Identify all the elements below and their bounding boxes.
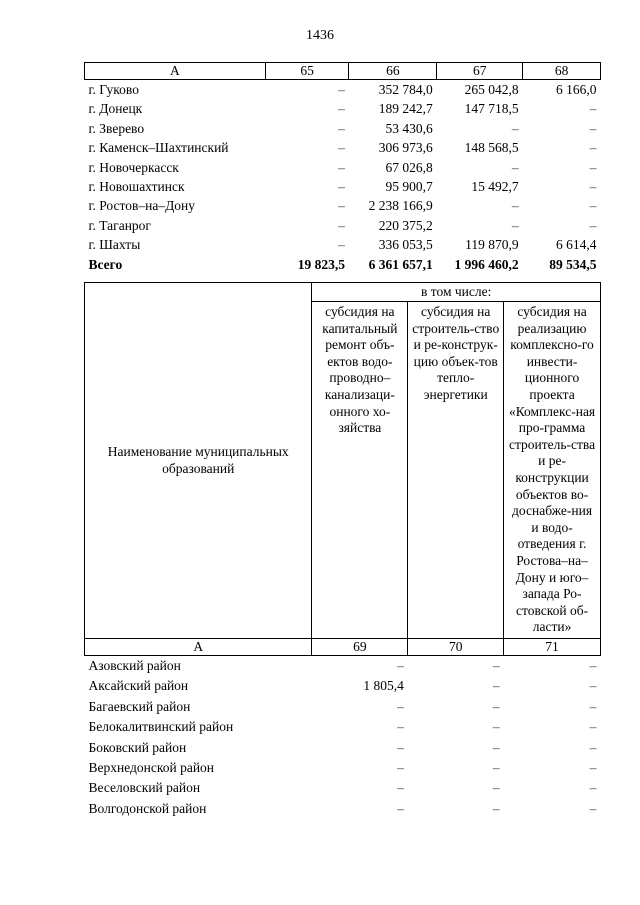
sub-header-70: субсидия на строитель-ство и ре-конструк-цию объек-тов тепло-энергетики <box>408 302 504 639</box>
cell-c66: 95 900,7 <box>385 179 433 195</box>
cell-c68: 6 166,0 <box>556 82 597 97</box>
table-row <box>85 738 601 758</box>
cell-c70: – <box>492 780 500 796</box>
cell-c70: – <box>492 739 500 755</box>
table-row <box>85 158 601 177</box>
cell-c66: 220 375,2 <box>378 217 433 233</box>
cell-c69: 1 805,4 <box>363 678 404 694</box>
cell-c66: 352 784,0 <box>378 82 433 97</box>
table-row <box>85 799 601 819</box>
row-name: Азовский район <box>88 658 181 673</box>
cell-c69: – <box>397 719 404 735</box>
cell-c71: – <box>589 678 597 694</box>
table-row <box>85 778 601 798</box>
index-row <box>85 639 601 656</box>
header-cell: 67 <box>437 63 523 80</box>
cell-c68: – <box>589 120 597 136</box>
cell-c71: – <box>589 658 597 673</box>
cell-c68: – <box>589 140 597 156</box>
table-row <box>85 177 601 196</box>
table-row <box>85 717 601 737</box>
row-name: г. Новошахтинск <box>88 179 185 195</box>
cell-c71: – <box>589 760 597 776</box>
header-cell: А <box>85 63 266 80</box>
cell-c66: 189 242,7 <box>378 101 433 117</box>
table-row <box>85 235 601 254</box>
row-name: г. Таганрог <box>88 217 151 233</box>
cell-c67: – <box>511 159 519 175</box>
cell-c69: – <box>397 698 404 714</box>
row-name: Веселовский район <box>88 780 201 796</box>
sub-header-69: субсидия на капитальный ремонт объ-ектов водо-проводно–канализаци-онного хо-зяйства <box>312 302 408 639</box>
cell-c70: – <box>492 760 500 776</box>
cell-c68: 6 614,4 <box>556 237 597 253</box>
row-name: г. Зверево <box>88 120 145 136</box>
index-cell: А <box>85 639 312 656</box>
cell-c68: – <box>589 217 597 233</box>
cell-c69: – <box>397 739 404 755</box>
row-name: г. Донецк <box>88 101 143 117</box>
cell-c66: 53 430,6 <box>385 120 433 136</box>
cell-c71: – <box>589 698 597 714</box>
row-name: Багаевский район <box>88 698 191 714</box>
total-c65: 19 823,5 <box>297 256 345 272</box>
cell-c68: – <box>589 101 597 117</box>
cell-c69: – <box>397 760 404 776</box>
cell-c67: 147 718,5 <box>464 101 519 117</box>
index-cell: 71 <box>504 639 601 656</box>
group-header: в том числе: <box>312 283 601 302</box>
header-cell: 65 <box>265 63 349 80</box>
cell-c66: 306 973,6 <box>378 140 433 156</box>
page-number: 1436 <box>306 28 334 43</box>
sub-header-71: субсидия на реализацию комплексно-го инвести-ционного проекта «Комплекс-ная про-грамма строитель-ства и ре-конструкции объектов во-доснабже-ния и водо-отведения г. Ростова–на–Дону и юго–запада Ро-стовской об-ласти» <box>504 302 601 639</box>
cell-c71: – <box>589 780 597 796</box>
index-cell: 70 <box>408 639 504 656</box>
cell-c67: – <box>511 217 519 233</box>
cell-c70: – <box>492 678 500 694</box>
total-c66: 6 361 657,1 <box>368 256 433 272</box>
header-cell: 68 <box>523 63 601 80</box>
row-name: г. Новочеркасск <box>88 159 179 175</box>
cell-c65: – <box>338 217 345 233</box>
table-row <box>85 216 601 235</box>
total-c67: 1 996 460,2 <box>454 256 519 272</box>
cell-c66: 336 053,5 <box>378 237 433 253</box>
cell-c65: – <box>338 82 345 97</box>
cell-c67: – <box>511 198 519 214</box>
cell-c68: – <box>589 159 597 175</box>
budget-table-cities <box>84 62 601 274</box>
table-row <box>85 80 601 100</box>
cell-c67: 119 870,9 <box>465 237 519 253</box>
table-row <box>85 676 601 696</box>
total-row <box>85 255 601 274</box>
cell-c65: – <box>338 120 345 136</box>
budget-table-districts <box>84 282 601 819</box>
cell-c68: – <box>589 179 597 195</box>
cell-c71: – <box>589 739 597 755</box>
row-name: г. Шахты <box>88 237 141 253</box>
cell-c71: – <box>589 800 597 816</box>
cell-c65: – <box>338 140 345 156</box>
cell-c67: – <box>511 120 519 136</box>
index-cell: 69 <box>312 639 408 656</box>
cell-c68: – <box>589 198 597 214</box>
table-row <box>85 697 601 717</box>
row-name: г. Каменск–Шахтинский <box>88 140 229 156</box>
cell-c66: 2 238 166,9 <box>368 198 433 214</box>
cell-c70: – <box>492 719 500 735</box>
cell-c67: 15 492,7 <box>471 179 519 195</box>
cell-c69: – <box>397 780 404 796</box>
cell-c70: – <box>492 800 500 816</box>
cell-c65: – <box>338 198 345 214</box>
name-header: Наименование муниципальных образований <box>85 283 312 639</box>
row-name: г. Ростов–на–Дону <box>88 198 196 214</box>
cell-c67: 265 042,8 <box>464 82 519 97</box>
group-header-row <box>85 283 601 302</box>
table-header-row <box>85 63 601 80</box>
cell-c65: – <box>338 237 345 253</box>
table-row <box>85 758 601 778</box>
total-c68: 89 534,5 <box>549 256 597 272</box>
header-cell: 66 <box>349 63 437 80</box>
row-name: Боковский район <box>88 739 187 755</box>
cell-c71: – <box>589 719 597 735</box>
table-row <box>85 656 601 677</box>
row-name: г. Гуково <box>88 82 139 97</box>
cell-c65: – <box>338 159 345 175</box>
cell-c70: – <box>492 658 500 673</box>
cell-c69: – <box>397 658 404 673</box>
row-name: Волгодонской район <box>88 800 207 816</box>
table-row <box>85 119 601 138</box>
row-name: Белокалитвинский район <box>88 719 234 735</box>
cell-c65: – <box>338 101 345 117</box>
table-row <box>85 138 601 157</box>
cell-c66: 67 026,8 <box>385 159 433 175</box>
total-label: Всего <box>88 256 123 272</box>
cell-c65: – <box>338 179 345 195</box>
cell-c67: 148 568,5 <box>464 140 519 156</box>
row-name: Аксайский район <box>88 678 189 694</box>
table-row <box>85 196 601 215</box>
table-row <box>85 99 601 118</box>
cell-c69: – <box>397 800 404 816</box>
row-name: Верхнедонской район <box>88 760 215 776</box>
cell-c70: – <box>492 698 500 714</box>
